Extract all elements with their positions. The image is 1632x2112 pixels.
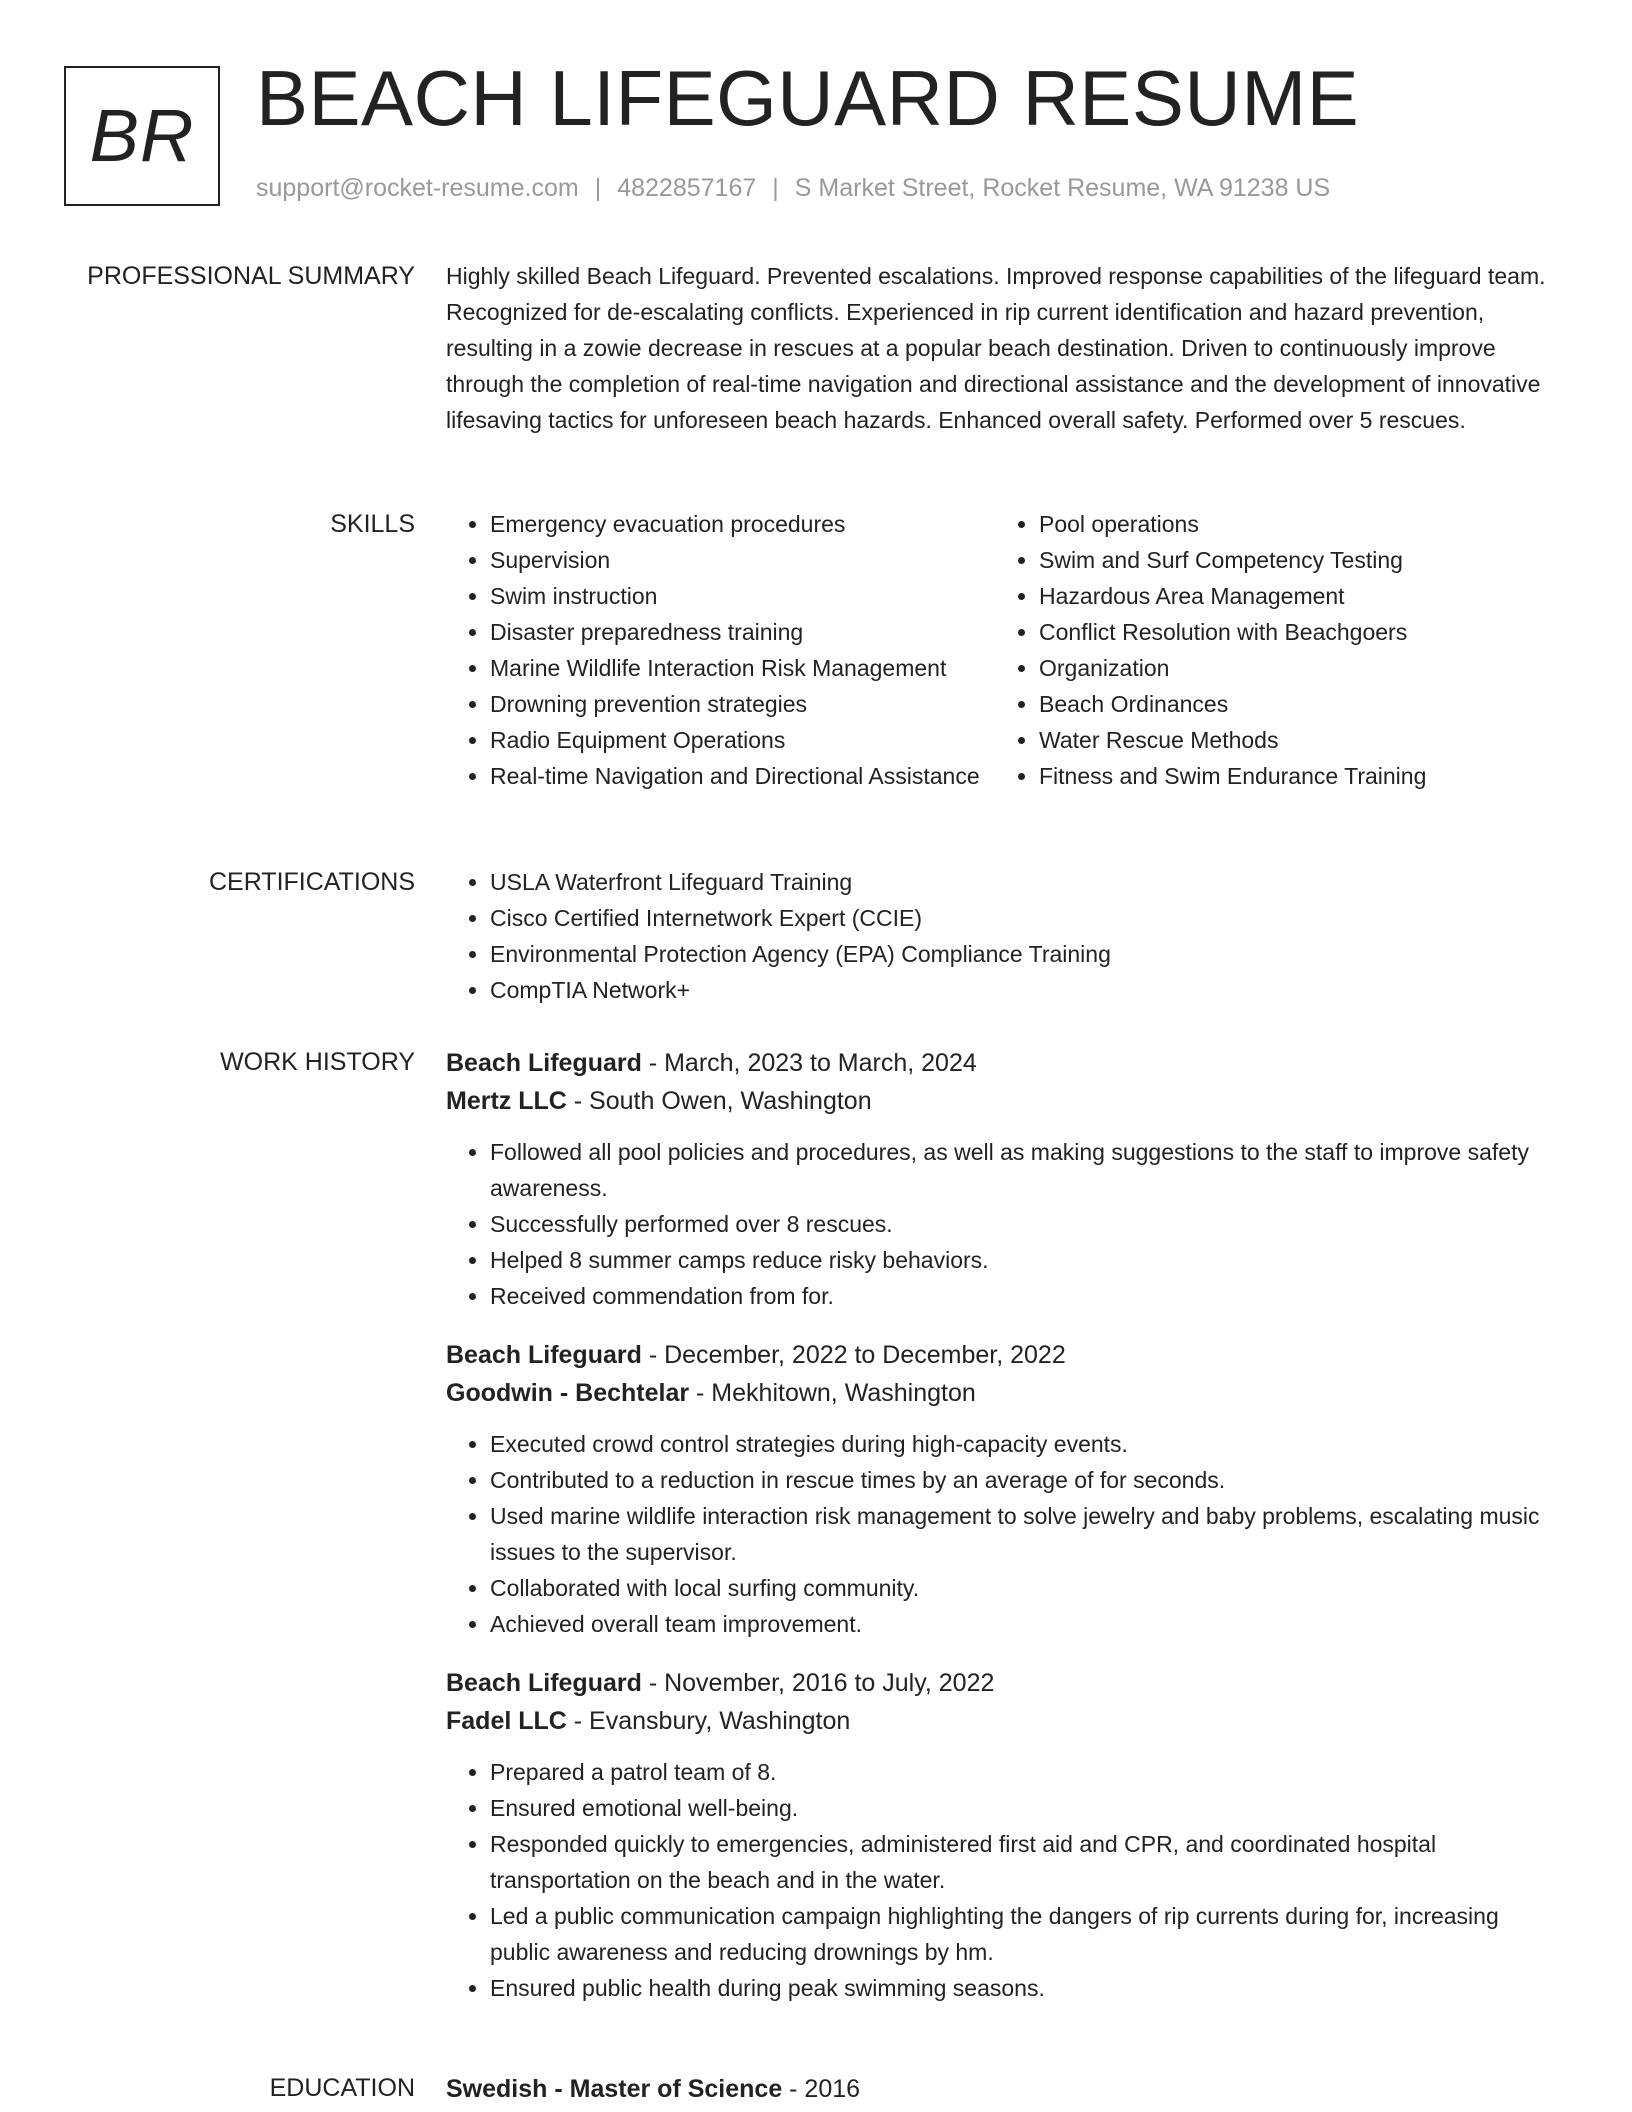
job-entry — [446, 1044, 1560, 1314]
contact-address: S Market Street, Rocket Resume, WA 91238 US — [794, 174, 1331, 202]
monogram-box — [64, 66, 220, 206]
job-dates: - December, 2022 to December, 2022 — [641, 1341, 1066, 1369]
section-label-work-history: WORK HISTORY — [220, 1048, 415, 1076]
job-bullets — [446, 1134, 1560, 1314]
job-title-line — [446, 1044, 1560, 1082]
skill-item: • Swim instruction — [490, 578, 995, 614]
section-label-summary: PROFESSIONAL SUMMARY — [87, 262, 415, 290]
skills-list-column-1 — [446, 506, 995, 794]
certifications-list — [446, 864, 1560, 1008]
resume-title: BEACH LIFEGUARD RESUME — [256, 54, 1360, 142]
job-entry — [446, 1664, 1560, 2006]
skill-item: • Disaster preparedness training — [490, 614, 995, 650]
skill-item: • Hazardous Area Management — [1039, 578, 1599, 614]
job-bullet: • Responded quickly to emergencies, administered first aid and CPR, and coordinated hospital transportation on the beach and in the water. — [490, 1826, 1560, 1898]
skills-columns — [446, 506, 1560, 794]
skills-list-column-2 — [995, 506, 1599, 794]
certification-item: • Environmental Protection Agency (EPA) Compliance Training — [490, 936, 1560, 972]
job-dates: - March, 2023 to March, 2024 — [641, 1049, 977, 1077]
certification-item: • CompTIA Network+ — [490, 972, 1560, 1008]
job-company-line — [446, 1702, 1560, 1740]
job-bullet: • Ensured public health during peak swimming seasons. — [490, 1970, 1560, 2006]
work-history-body — [446, 1044, 1560, 2028]
job-location: - Mekhitown, Washington — [689, 1379, 976, 1407]
job-bullet: • Prepared a patrol team of 8. — [490, 1754, 1560, 1790]
job-company: Fadel LLC — [446, 1707, 567, 1735]
summary-body — [446, 258, 1560, 438]
job-bullet: • Helped 8 summer camps reduce risky behaviors. — [490, 1242, 1560, 1278]
job-bullet: • Received commendation from for. — [490, 1278, 1560, 1314]
skill-item: • Drowning prevention strategies — [490, 686, 995, 722]
contact-email: support@rocket-resume.com — [256, 174, 579, 202]
job-location: - Evansbury, Washington — [566, 1707, 851, 1735]
contact-line — [256, 174, 1330, 203]
job-bullet: • Followed all pool policies and procedures, as well as making suggestions to the staff to improve safety awareness. — [490, 1134, 1560, 1206]
certification-item: • Cisco Certified Internetwork Expert (CCIE) — [490, 900, 1560, 936]
job-title: Beach Lifeguard — [446, 1049, 642, 1077]
monogram-initials: BR — [89, 94, 195, 177]
skill-item: • Radio Equipment Operations — [490, 722, 995, 758]
job-company-line — [446, 1374, 1560, 1412]
contact-separator: | — [594, 174, 602, 202]
job-bullet: • Achieved overall team improvement. — [490, 1606, 1560, 1642]
job-company-line — [446, 1082, 1560, 1120]
job-title-line — [446, 1664, 1560, 1702]
skills-body — [446, 506, 1560, 794]
section-label-skills: SKILLS — [330, 510, 415, 538]
skill-item: • Fitness and Swim Endurance Training — [1039, 758, 1599, 794]
job-bullets — [446, 1426, 1560, 1642]
contact-phone: 4822857167 — [617, 174, 757, 202]
job-bullets — [446, 1754, 1560, 2006]
education-line — [446, 2070, 1560, 2108]
skill-item: • Emergency evacuation procedures — [490, 506, 995, 542]
job-bullet: • Executed crowd control strategies during high-capacity events. — [490, 1426, 1560, 1462]
education-year: - 2016 — [782, 2075, 861, 2103]
job-title: Beach Lifeguard — [446, 1341, 642, 1369]
contact-separator: | — [772, 174, 779, 202]
skill-item: • Swim and Surf Competency Testing — [1039, 542, 1599, 578]
section-label-education: EDUCATION — [269, 2074, 415, 2102]
job-bullet: • Ensured emotional well-being. — [490, 1790, 1560, 1826]
skill-item: • Pool operations — [1039, 506, 1599, 542]
job-dates: - November, 2016 to July, 2022 — [641, 1669, 995, 1697]
job-bullet: • Led a public communication campaign highlighting the dangers of rip currents during for, increasing public awareness and reducing drownings by hm. — [490, 1898, 1560, 1970]
education-degree: Swedish - Master of Science — [446, 2075, 783, 2103]
certifications-body — [446, 864, 1560, 1008]
job-title: Beach Lifeguard — [446, 1669, 642, 1697]
summary-text: Highly skilled Beach Lifeguard. Prevented escalations. Improved response capabilities of the lifeguard team. Recognized for de-escalating conflicts. Experienced in rip current identification and hazard prevention, resulting in a zowie decrease in rescues at a popular beach destination. Driven to continuously improve through the completion of real-time navigation and directional assistance and the development of innovative lifesaving tactics for unforeseen beach hazards. Enhanced overall safety. Performed over 5 rescues. — [446, 263, 1546, 433]
job-bullet: • Contributed to a reduction in rescue times by an average of for seconds. — [490, 1462, 1560, 1498]
education-body — [446, 2070, 1560, 2108]
job-bullet: • Successfully performed over 8 rescues. — [490, 1206, 1560, 1242]
job-location: - South Owen, Washington — [566, 1087, 872, 1115]
skill-item: • Water Rescue Methods — [1039, 722, 1599, 758]
certification-item: • USLA Waterfront Lifeguard Training — [490, 864, 1560, 900]
job-bullet: • Collaborated with local surfing community. — [490, 1570, 1560, 1606]
job-bullet: • Used marine wildlife interaction risk management to solve jewelry and baby problems, escalating music issues to the supervisor. — [490, 1498, 1560, 1570]
skill-item: • Supervision — [490, 542, 995, 578]
section-label-certifications: CERTIFICATIONS — [208, 868, 415, 896]
job-entry — [446, 1336, 1560, 1642]
skill-item: • Marine Wildlife Interaction Risk Management — [490, 650, 995, 686]
skill-item: • Conflict Resolution with Beachgoers — [1039, 614, 1599, 650]
job-title-line — [446, 1336, 1560, 1374]
job-company: Mertz LLC — [446, 1087, 567, 1115]
skill-item: • Organization — [1039, 650, 1599, 686]
skill-item: • Beach Ordinances — [1039, 686, 1599, 722]
job-company: Goodwin - Bechtelar — [446, 1379, 690, 1407]
skill-item: • Real-time Navigation and Directional Assistance — [490, 758, 995, 794]
